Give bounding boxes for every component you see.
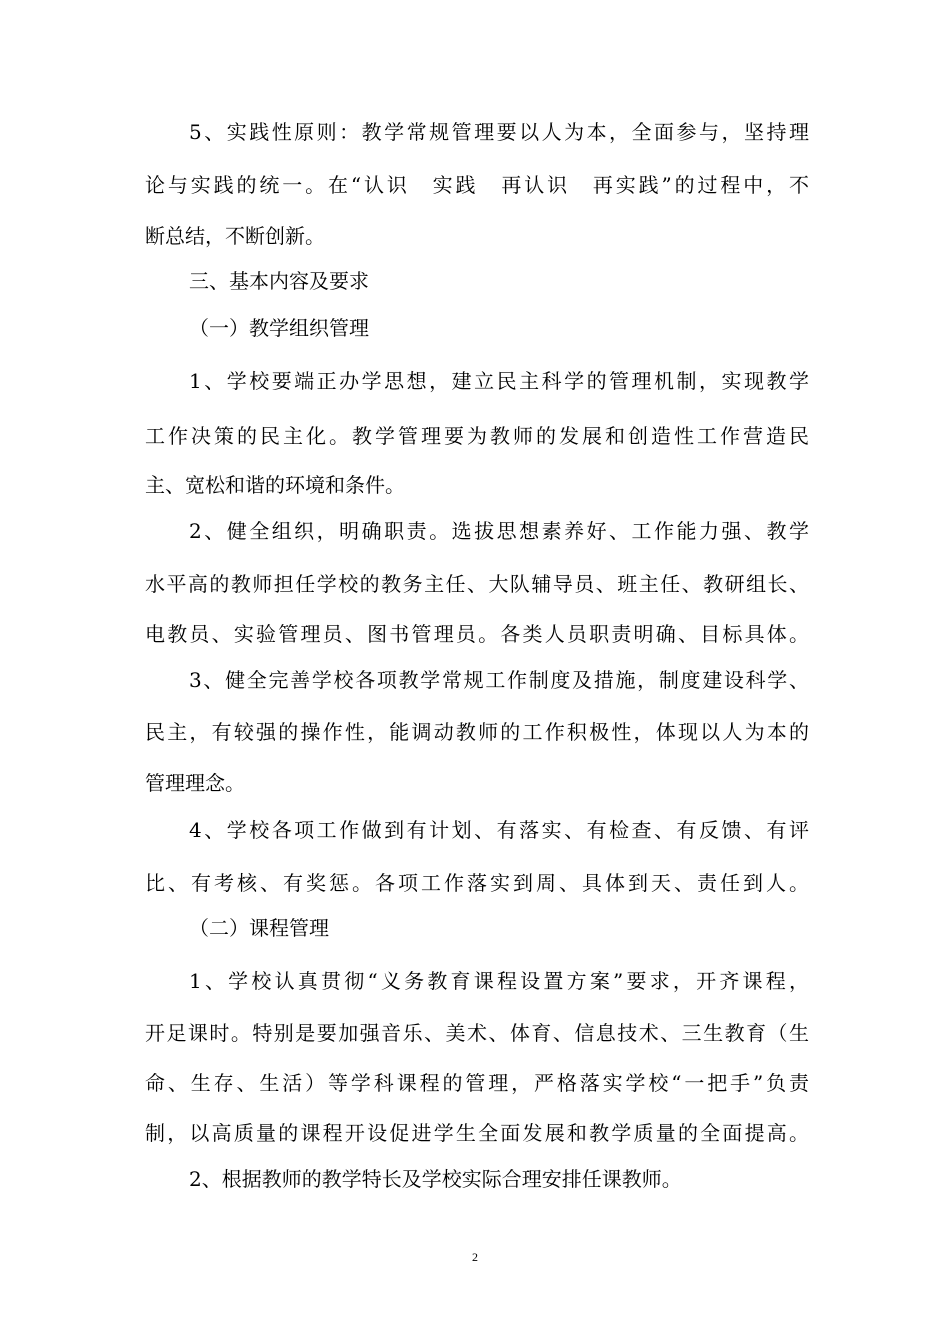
paragraph-line: 比、有考核、有奖惩。各项工作落实到周、具体到天、责任到人。 (145, 871, 809, 895)
paragraph-line: 水平高的教师担任学校的教务主任、大队辅导员、班主任、教研组长、 (145, 572, 809, 596)
paragraph-line: 3、健全完善学校各项教学常规工作制度及措施，制度建设科学、 (189, 668, 809, 692)
section-heading: 三、基本内容及要求 (189, 269, 369, 293)
page-number: 2 (472, 1250, 478, 1264)
paragraph-line: 主、宽松和谐的环境和条件。 (145, 473, 405, 497)
paragraph-line: 论与实践的统一。在“认识 实践 再认识 再实践”的过程中，不 (145, 173, 809, 197)
paragraph-line: 2、健全组织，明确职责。选拔思想素养好、工作能力强、教学 (189, 519, 809, 543)
paragraph-line: 断总结，不断创新。 (145, 224, 325, 248)
paragraph-line: 命、生存、生活）等学科课程的管理，严格落实学校“一把手”负责 (145, 1071, 809, 1095)
paragraph-line: 1、学校要端正办学思想，建立民主科学的管理机制，实现教学 (189, 369, 809, 393)
paragraph-line: 管理理念。 (145, 771, 245, 795)
subsection-heading: （二）课程管理 (189, 916, 329, 940)
paragraph-line: 5、实践性原则：教学常规管理要以人为本，全面参与，坚持理 (189, 120, 809, 144)
paragraph-line: 工作决策的民主化。教学管理要为教师的发展和创造性工作营造民 (145, 424, 809, 448)
paragraph-line: 电教员、实验管理员、图书管理员。各类人员职责明确、目标具体。 (145, 622, 809, 646)
paragraph-line: 1、学校认真贯彻“义务教育课程设置方案”要求，开齐课程， (189, 969, 809, 993)
paragraph-line: 民主，有较强的操作性，能调动教师的工作积极性，体现以人为本的 (145, 720, 809, 744)
subsection-heading: （一）教学组织管理 (189, 316, 369, 340)
paragraph-line: 4、学校各项工作做到有计划、有落实、有检查、有反馈、有评 (189, 818, 809, 842)
paragraph-line: 2、根据教师的教学特长及学校实际合理安排任课教师。 (189, 1167, 682, 1191)
paragraph-line: 制，以高质量的课程开设促进学生全面发展和教学质量的全面提高。 (145, 1121, 809, 1145)
paragraph-line: 开足课时。特别是要加强音乐、美术、体育、信息技术、三生教育（生 (145, 1021, 809, 1045)
